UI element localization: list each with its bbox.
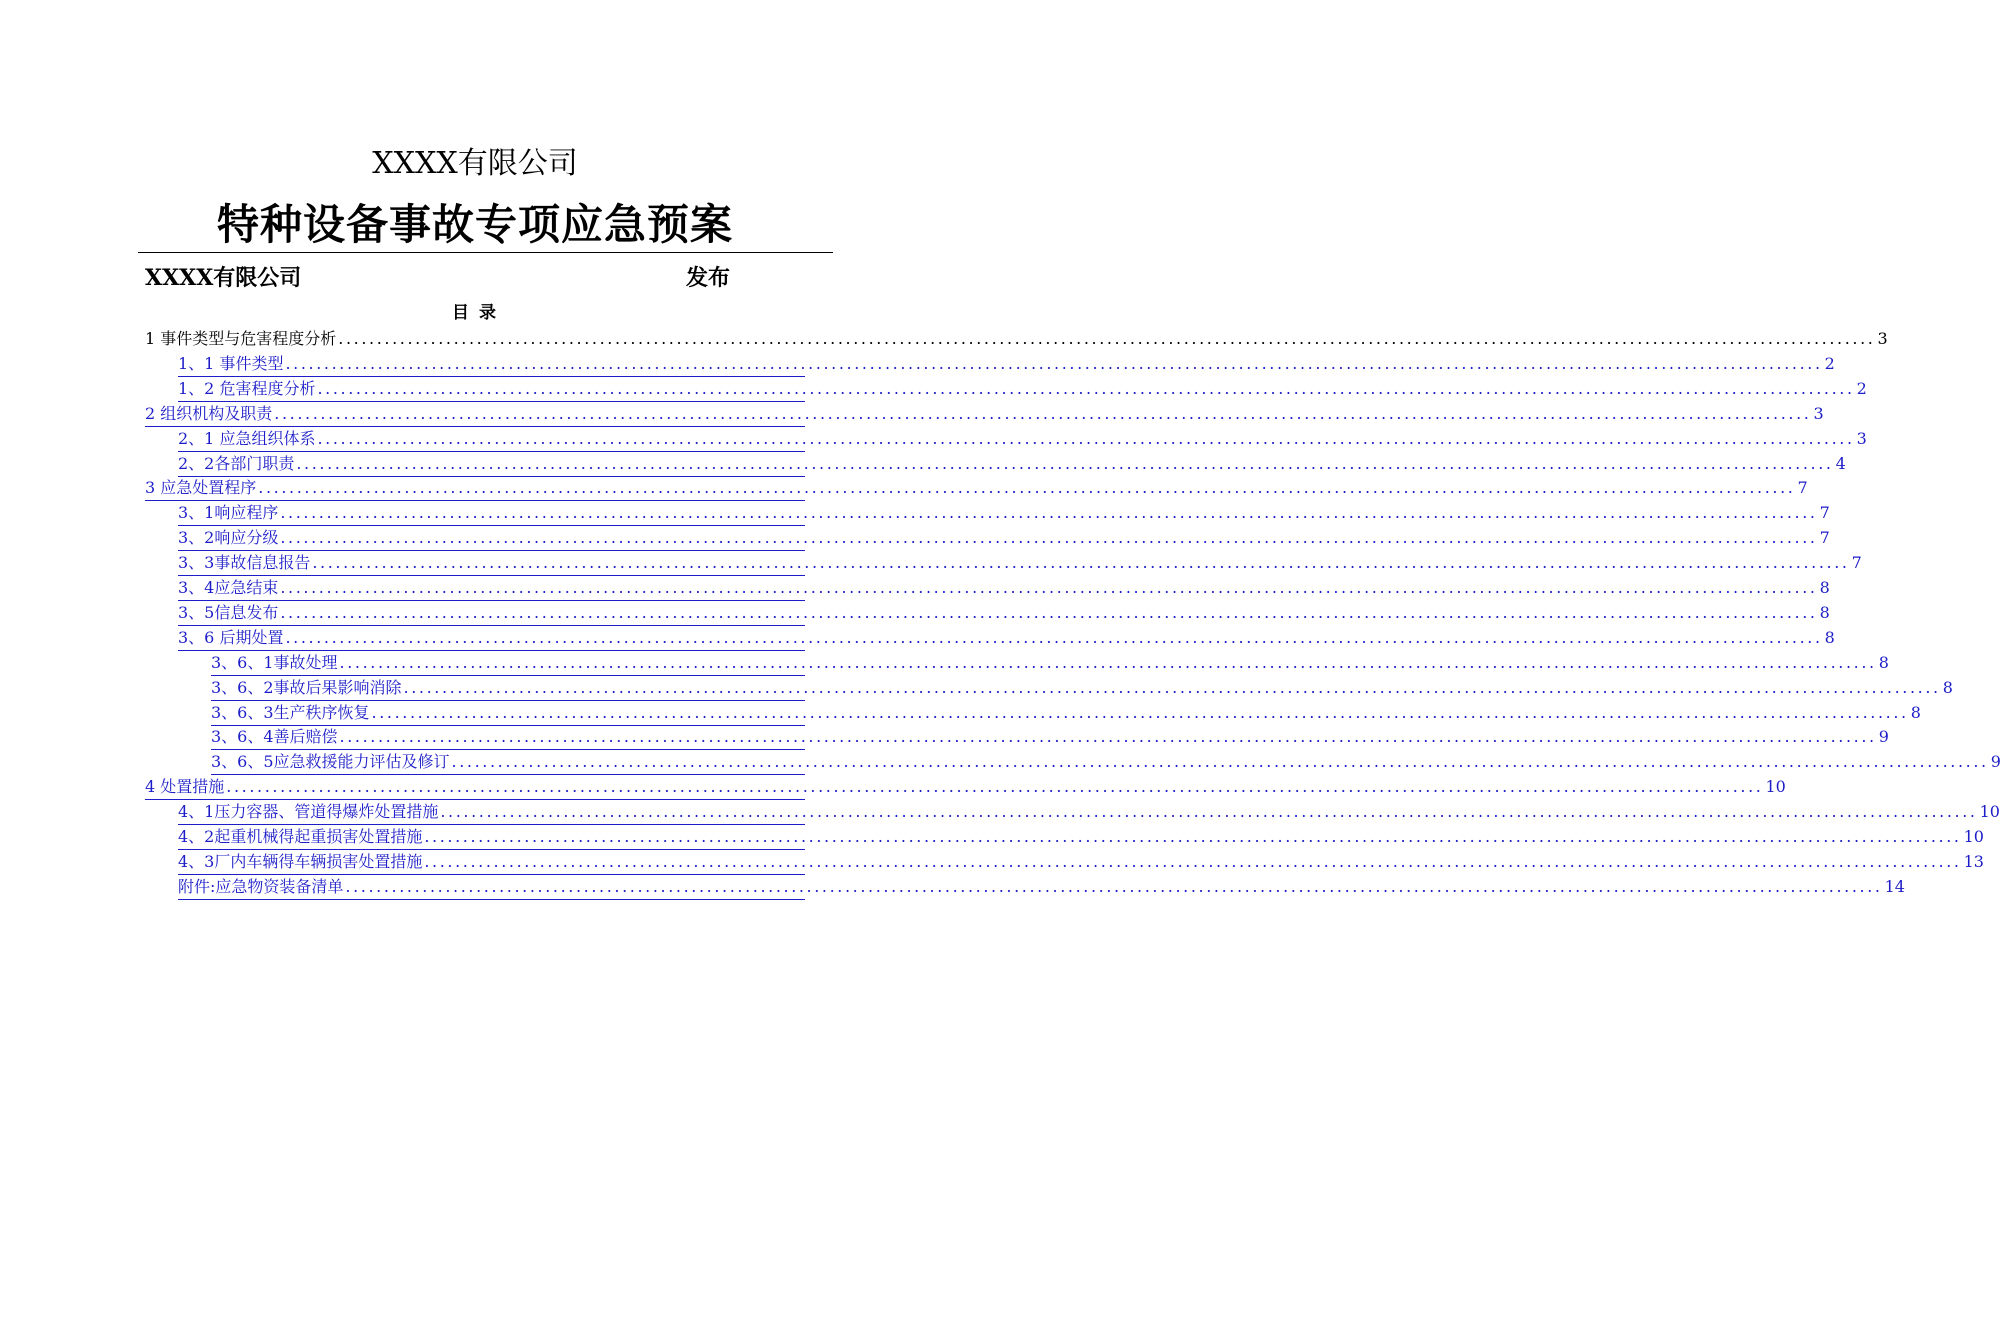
toc-entry [145,327,1888,351]
issue-label: 发布 [686,265,731,291]
toc-entry-page: 10 [1765,777,1786,797]
toc-entry-page: 7 [1819,503,1830,523]
toc-entry[interactable] [178,626,1835,651]
toc-entry-label: 3、3事故信息报告 [178,553,311,573]
toc-dot-leader: ........................................................................................................................................................................................................ [280,578,1818,597]
toc-entry-page: 7 [1851,553,1862,573]
toc-entry[interactable] [211,651,1889,676]
toc-dot-leader: ........................................................................................................................................................................................................ [285,353,1823,373]
toc-entry-page: 7 [1797,478,1808,498]
toc-entry[interactable] [211,725,1889,750]
toc-entry-page: 3 [1877,329,1888,348]
document-title: 特种设备事故专项应急预案 [216,200,733,249]
toc-entry-page: 8 [1878,652,1889,672]
toc-entry-label: 3、6 后期处置 [178,627,284,647]
toc-dot-leader: ........................................................................................................................................................................................................ [312,553,1850,573]
toc-entry-label: 3 应急处置程序 [145,478,257,498]
toc-entry-label: 3、6、1事故处理 [211,652,338,672]
toc-entry-label: 3、1响应程序 [178,503,279,523]
toc-entry[interactable] [178,825,1984,850]
title-rule [138,252,833,253]
toc-dot-leader: ........................................................................................................................................................................................................ [339,727,1877,747]
toc-entry-label: 1 事件类型与危害程度分析 [145,329,337,348]
toc-entry-label: 3、5信息发布 [178,602,279,622]
toc-entry[interactable] [178,800,2000,825]
toc-entry-label: 1、1 事件类型 [178,353,284,373]
toc-entry-page: 3 [1856,428,1867,448]
toc-entry[interactable] [178,850,1984,875]
toc-entry[interactable] [211,750,2001,775]
toc-entry-label: 4 处置措施 [145,777,225,797]
toc-dot-leader: ........................................................................................................................................................................................................ [424,851,1962,871]
toc-entry-label: 4、3厂内车辆得车辆损害处置措施 [178,851,423,871]
toc-entry[interactable] [145,775,1786,800]
toc-entry[interactable] [178,377,1867,402]
toc-entry[interactable] [211,701,1921,726]
toc-entry[interactable] [145,402,1824,427]
toc-dot-leader: ........................................................................................................................................................................................................ [280,503,1818,523]
toc-entry-page: 3 [1813,403,1824,423]
toc-dot-leader: ........................................................................................................................................................................................................ [403,677,1941,697]
toc-entry[interactable] [178,551,1862,576]
toc-entry[interactable] [178,526,1830,551]
toc-entry-page: 8 [1942,677,1953,697]
toc-entry[interactable] [178,501,1830,526]
toc-entry-label: 2、1 应急组织体系 [178,428,316,448]
toc-entry[interactable] [145,476,1808,501]
toc-entry-page: 7 [1819,528,1830,548]
toc-dot-leader: ........................................................................................................................................................................................................ [285,627,1823,647]
toc-entry-label: 3、6、3生产秩序恢复 [211,702,370,722]
toc-entry-page: 8 [1819,602,1830,622]
toc-dot-leader: ........................................................................................................................................................................................................ [371,702,1909,722]
toc-entry-label: 3、6、2事故后果影响消除 [211,677,402,697]
toc-dot-leader: ........................................................................................................................................................................................................ [451,752,1989,772]
toc-entry-label: 4、2起重机械得起重损害处置措施 [178,827,423,846]
toc-dot-leader: ........................................................................................................................................................................................................ [296,453,1834,473]
toc-entry-page: 13 [1963,851,1984,871]
toc-dot-leader: ........................................................................................................................................................................................................ [317,428,1855,448]
toc-dot-leader: ........................................................................................................................................................................................................ [274,403,1812,423]
toc-entry-page: 10 [1963,827,1984,846]
toc-entry-label: 1、2 危害程度分析 [178,378,316,398]
toc-dot-leader: ........................................................................................................................................................................................................ [339,652,1877,672]
toc-entry[interactable] [178,875,1905,900]
toc-entry[interactable] [211,676,1953,701]
toc-entry[interactable] [178,452,1846,477]
toc-entry-page: 8 [1910,702,1921,722]
toc-dot-leader: ........................................................................................................................................................................................................ [280,602,1818,622]
toc-entry-page: 10 [1979,802,2000,822]
toc-entry[interactable] [178,576,1830,601]
issuer-name: XXXX有限公司 [145,265,302,291]
toc-heading: 目 录 [452,303,498,323]
toc-dot-leader: ........................................................................................................................................................................................................ [317,378,1855,398]
toc-entry-label: 附件:应急物资装备清单 [178,876,344,896]
toc-entry-label: 3、6、5应急救援能力评估及修订 [211,752,450,772]
toc-dot-leader: ........................................................................................................................................................................................................ [280,528,1818,548]
toc-entry[interactable] [178,601,1830,626]
toc-dot-leader: ........................................................................................................................................................................................................ [424,827,1962,846]
toc-dot-leader: ........................................................................................................................................................................................................ [226,777,1764,797]
toc-entry-label: 2、2各部门职责 [178,453,295,473]
toc-entry[interactable] [178,352,1835,377]
toc-entry-page: 14 [1884,876,1905,896]
company-name-top: XXXX有限公司 [372,146,578,181]
toc-entry[interactable] [178,427,1867,452]
toc-entry-page: 9 [1878,727,1889,747]
toc-entry-page: 2 [1856,378,1867,398]
toc-entry-page: 8 [1824,627,1835,647]
toc-entry-label: 3、2响应分级 [178,528,279,548]
toc-entry-page: 4 [1835,453,1846,473]
toc-dot-leader: ........................................................................................................................................................................................................ [440,802,1978,822]
toc-entry-label: 2 组织机构及职责 [145,403,273,423]
toc-dot-leader: ........................................................................................................................................................................................................ [338,329,1876,348]
toc-entry-label: 3、6、4善后赔偿 [211,727,338,747]
toc-entry-label: 3、4应急结束 [178,578,279,597]
toc-dot-leader: ........................................................................................................................................................................................................ [345,876,1883,896]
toc-entry-page: 2 [1824,353,1835,373]
toc-entry-page: 9 [1990,752,2001,772]
toc-dot-leader: ........................................................................................................................................................................................................ [258,478,1796,498]
toc-entry-label: 4、1压力容器、管道得爆炸处置措施 [178,802,439,822]
toc-entry-page: 8 [1819,578,1830,597]
